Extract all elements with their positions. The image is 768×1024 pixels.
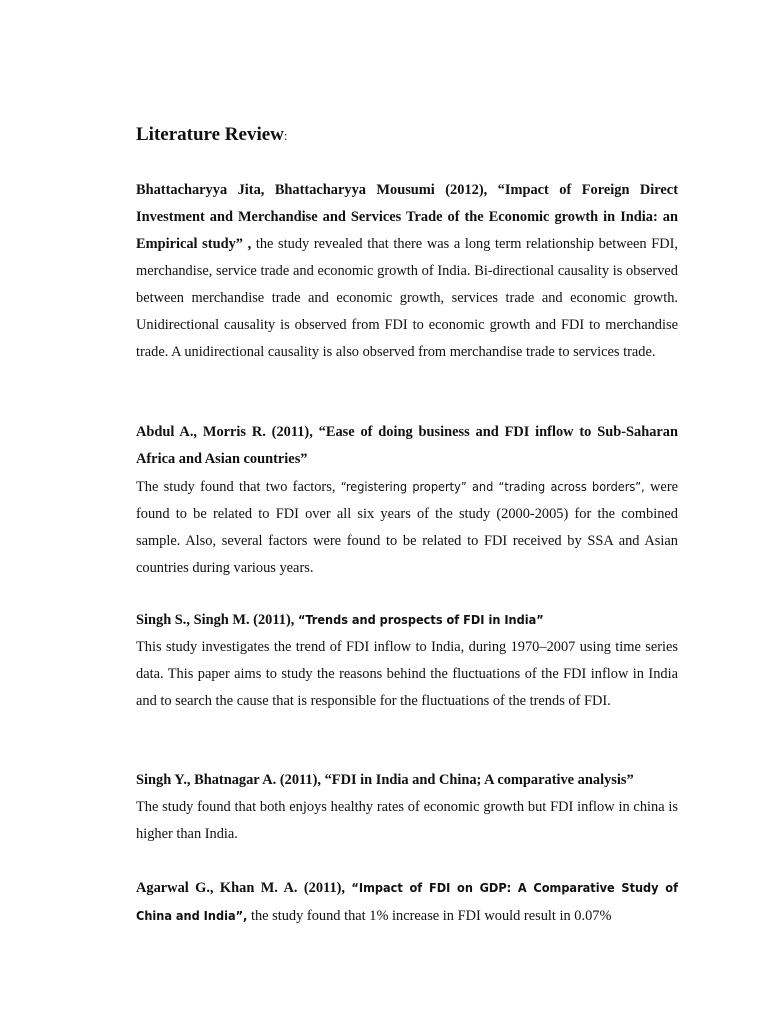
entry-citation: Singh Y., Bhatnagar A. (2011), “FDI in India and China; A comparative analysis” [136,772,634,788]
entry-paragraph [136,177,678,366]
literature-entry-singh-bhatnagar [136,767,678,848]
entry-citation: Bhattacharyya Jita, Bhattacharyya Mousumi (2012), “Impact of Foreign Direct Investment and Merchandise and Services Trade of the Economic growth in India: an Empirical study” , [136,182,678,252]
literature-entry-bhattacharyya [136,177,678,366]
literature-entry-singh-singh [136,606,678,715]
entry-body-paragraph [136,473,678,582]
entry-paragraph [136,874,678,930]
literature-entry-agarwal-khan [136,874,678,930]
entry-citation-authors: Singh S., Singh M. (2011), [136,612,298,628]
entry-body: the study revealed that there was a long term relationship between FDI, merchandise, service trade and economic growth of India. Bi-directional causality is observed between merchandise trade and economic growth, services trade and economic growth. Unidirectional causality is observed from FDI to economic growth and FDI to merchandise trade. A unidirectional causality is also observed from merchandise trade to services trade. [136,236,678,360]
entry-citation: Abdul A., Morris R. (2011), “Ease of doing business and FDI inflow to Sub-Saharan Africa and Asian countries” [136,424,678,467]
entry-citation [136,606,678,634]
page-title [136,124,288,147]
entry-body-end: were found to be related to FDI over all six years of the study (2000-2005) for the combined sample. Also, several factors were found to be related to FDI received by SSA and Asian countries during various years. [136,479,678,576]
entry-body: The study found that both enjoys healthy rates of economic growth but FDI inflow in china is higher than India. [136,799,678,842]
entry-citation-title: “Trends and prospects of FDI in India” [297,612,544,627]
entry-citation-title: “Impact of FDI on GDP: A Comparative Study of China and India”, [136,880,678,923]
entry-body-start: The study found that two factors, [136,479,341,495]
page-title-colon: : [283,128,288,143]
entry-body: the study found that 1% increase in FDI would result in 0.07% [247,908,612,924]
entry-citation-authors: Agarwal G., Khan M. A. (2011), [136,880,352,896]
literature-entry-abdul-morris [136,419,678,582]
entry-body-quoted-factors: “registering property” and “trading across borders”, [340,479,645,494]
entry-body: This study investigates the trend of FDI inflow to India, during 1970–2007 using time series data. This paper aims to study the reasons behind the fluctuations of the FDI inflow in India and to search the cause that is responsible for the fluctuations of the trends of FDI. [136,639,678,709]
page-title-text: Literature Review [136,124,284,145]
